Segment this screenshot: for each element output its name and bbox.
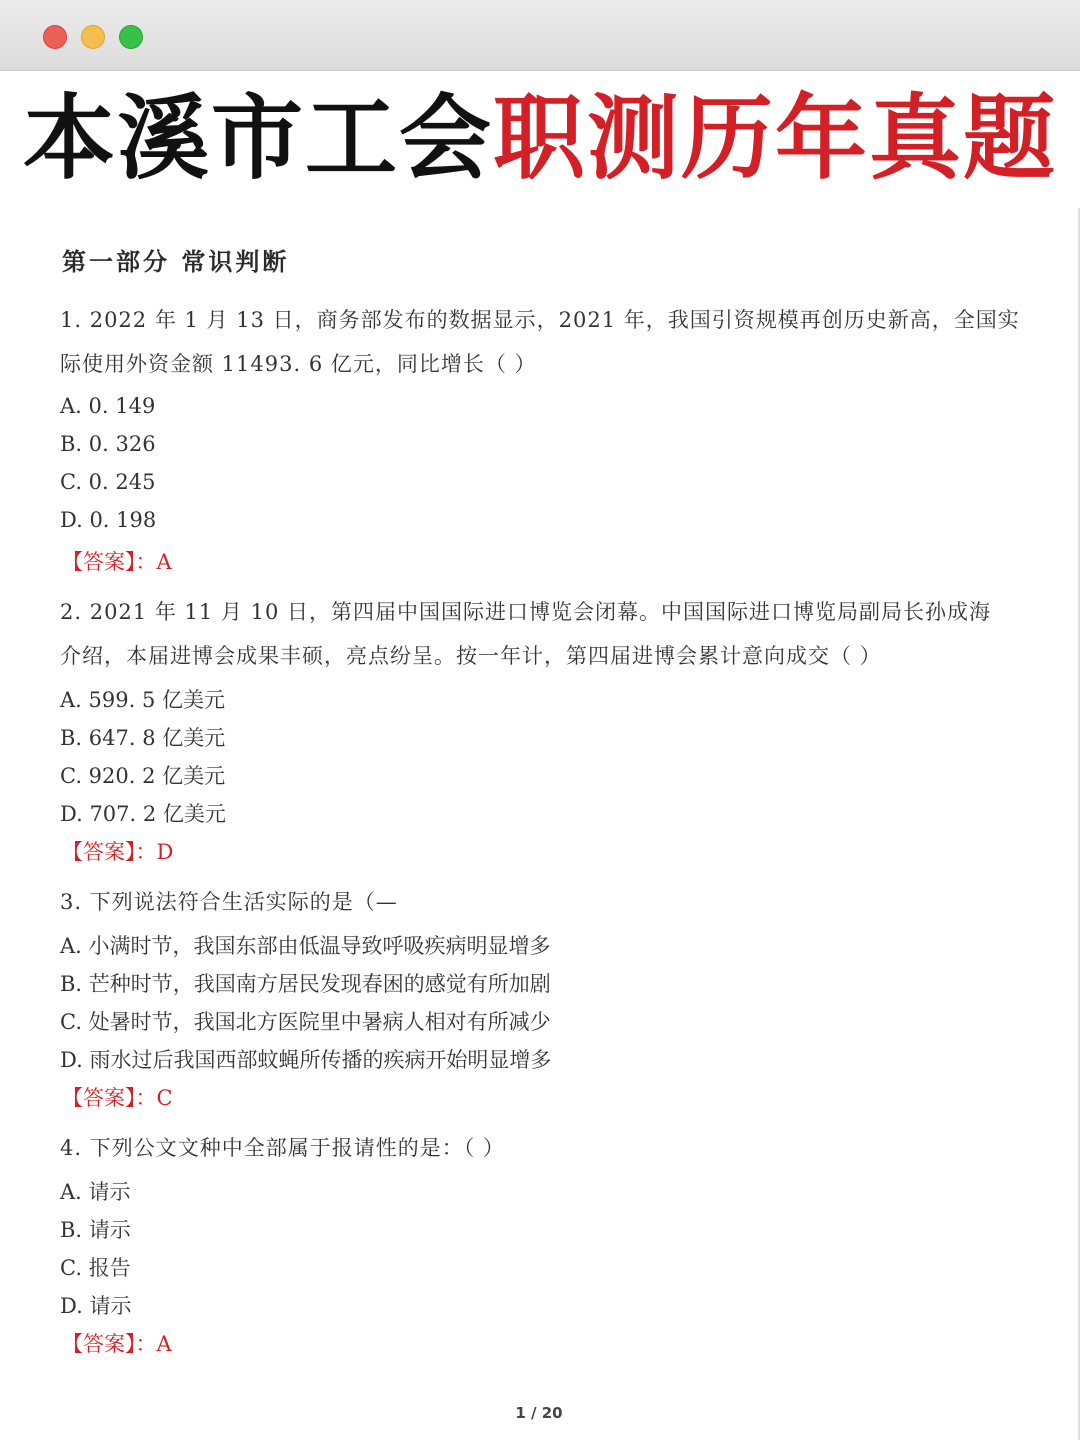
- headline-red-text: 职测历年真题: [493, 85, 1058, 192]
- window-titlebar: [0, 0, 1080, 71]
- question-2-answer: 【答案】：D: [62, 840, 174, 864]
- close-window-button[interactable]: [43, 25, 67, 49]
- question-1-option-d: D. 0. 198: [60, 508, 157, 532]
- question-3-option-b: B. 芒种时节，我国南方居民发现春困的感觉有所加剧: [60, 972, 551, 996]
- minimize-window-button[interactable]: [81, 25, 105, 49]
- page-indicator: 1 / 20: [515, 1404, 563, 1422]
- question-4-line-1: 4. 下列公文文种中全部属于报请性的是：（ ）: [60, 1136, 505, 1160]
- question-2-option-c: C. 920. 2 亿美元: [60, 764, 226, 788]
- question-1-option-a: A. 0. 149: [60, 394, 156, 418]
- question-3-option-c: C. 处暑时节，我国北方医院里中暑病人相对有所减少: [60, 1010, 551, 1034]
- maximize-window-button[interactable]: [119, 25, 143, 49]
- question-4-answer: 【答案】：A: [62, 1332, 172, 1356]
- question-3-answer: 【答案】：C: [62, 1086, 173, 1110]
- question-3-line-1: 3. 下列说法符合生活实际的是（—: [60, 890, 398, 914]
- question-1-answer: 【答案】：A: [62, 550, 172, 574]
- question-1-line-2: 际使用外资金额 11493. 6 亿元，同比增长（ ）: [60, 352, 537, 376]
- section-title: 第一部分 常识判断: [62, 247, 290, 276]
- question-1-line-1: 1. 2022 年 1 月 13 日，商务部发布的数据显示，2021 年，我国引资规模再创历史新高，全国实: [60, 308, 1020, 332]
- question-4-option-d: D. 请示: [60, 1294, 132, 1318]
- question-2-option-b: B. 647. 8 亿美元: [60, 726, 226, 750]
- question-2-option-d: D. 707. 2 亿美元: [60, 802, 226, 826]
- question-2-line-1: 2. 2021 年 11 月 10 日，第四届中国国际进口博览会闭幕。中国国际进口博览局副局长孙成海: [60, 600, 991, 624]
- headline-banner: [0, 74, 1080, 204]
- question-4-option-a: A. 请示: [60, 1180, 131, 1204]
- question-2-line-2: 介绍，本届进博会成果丰硕，亮点纷呈。按一年计，第四届进博会累计意向成交（ ）: [60, 644, 882, 668]
- question-4-option-c: C. 报告: [60, 1256, 131, 1280]
- question-4-option-b: B. 请示: [60, 1218, 131, 1242]
- headline-black-text: 本溪市工会: [22, 85, 493, 192]
- document-page: [0, 208, 1080, 1440]
- question-2-option-a: A. 599. 5 亿美元: [60, 688, 225, 712]
- question-3-option-a: A. 小满时节，我国东部由低温导致呼吸疾病明显增多: [60, 934, 551, 958]
- question-3-option-d: D. 雨水过后我国西部蚊蝇所传播的疾病开始明显增多: [60, 1048, 552, 1072]
- question-1-option-c: C. 0. 245: [60, 470, 156, 494]
- question-1-option-b: B. 0. 326: [60, 432, 156, 456]
